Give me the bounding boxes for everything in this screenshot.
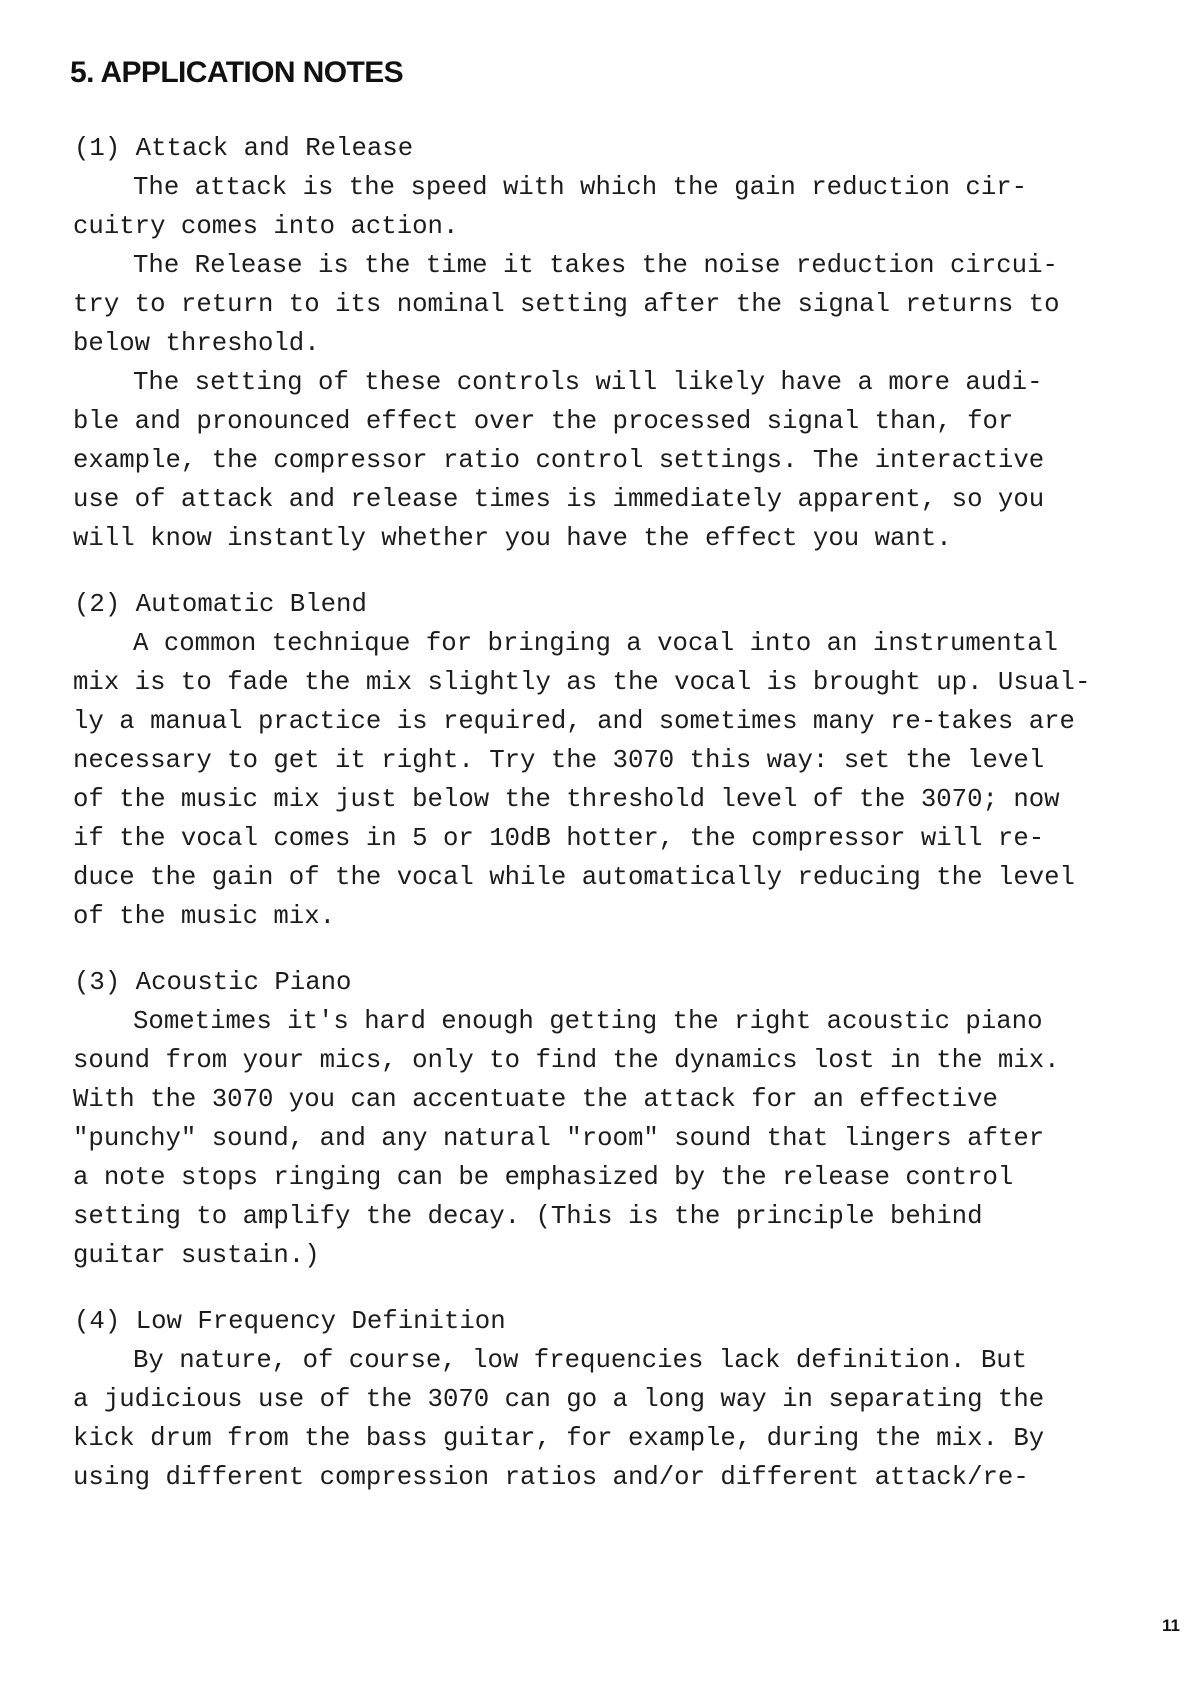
section-automatic-blend bbox=[73, 585, 1133, 936]
paragraph-line: A common technique for bringing a vocal into an instrumental bbox=[133, 629, 1058, 658]
page-number: 11 bbox=[1162, 1616, 1180, 1635]
section-heading: (1) Attack and Release bbox=[74, 134, 414, 163]
paragraph-line: try to return to its nominal setting after the signal returns to bbox=[73, 290, 1060, 319]
paragraph-line: necessary to get it right. Try the 3070 this way: set the level bbox=[73, 746, 1045, 775]
paragraph-line: Sometimes it's hard enough getting the right acoustic piano bbox=[133, 1007, 1043, 1036]
paragraph-line: The Release is the time it takes the noise reduction circui- bbox=[133, 251, 1058, 280]
paragraph-line: The setting of these controls will likely have a more audi- bbox=[133, 368, 1043, 397]
paragraph-line: duce the gain of the vocal while automatically reducing the level bbox=[73, 863, 1075, 892]
paragraph-line: a note stops ringing can be emphasized by the release control bbox=[73, 1163, 1014, 1192]
paragraph-line: kick drum from the bass guitar, for example, during the mix. By bbox=[73, 1424, 1045, 1453]
paragraph-line: guitar sustain.) bbox=[73, 1241, 320, 1270]
section-heading: (3) Acoustic Piano bbox=[74, 968, 352, 997]
section-heading: (2) Automatic Blend bbox=[74, 590, 367, 619]
paragraph-line: sound from your mics, only to find the dynamics lost in the mix. bbox=[73, 1046, 1060, 1075]
paragraph-line: if the vocal comes in 5 or 10dB hotter, the compressor will re- bbox=[73, 824, 1045, 853]
paragraph-line: With the 3070 you can accentuate the attack for an effective bbox=[73, 1085, 998, 1114]
section-acoustic-piano bbox=[73, 963, 1133, 1275]
paragraph-line: using different compression ratios and/or different attack/re- bbox=[73, 1463, 1029, 1492]
paragraph-line: "punchy" sound, and any natural "room" sound that lingers after bbox=[73, 1124, 1045, 1153]
paragraph-line: ble and pronounced effect over the processed signal than, for bbox=[73, 407, 1014, 436]
section-heading: (4) Low Frequency Definition bbox=[74, 1307, 506, 1336]
paragraph-line: The attack is the speed with which the gain reduction cir- bbox=[133, 173, 1028, 202]
paragraph-line: of the music mix. bbox=[73, 902, 336, 931]
paragraph-line: use of attack and release times is immediately apparent, so you bbox=[73, 485, 1045, 514]
paragraph-line: By nature, of course, low frequencies lack definition. But bbox=[133, 1346, 1028, 1375]
paragraph-line: ly a manual practice is required, and sometimes many re-takes are bbox=[73, 707, 1075, 736]
paragraph-line: of the music mix just below the threshold level of the 3070; now bbox=[73, 785, 1060, 814]
paragraph-line: will know instantly whether you have the effect you want. bbox=[73, 524, 952, 553]
paragraph-line: mix is to fade the mix slightly as the vocal is brought up. Usual- bbox=[73, 668, 1091, 697]
section-low-frequency-definition bbox=[73, 1302, 1133, 1497]
page-title: 5. APPLICATION NOTES bbox=[70, 56, 404, 89]
section-attack-release bbox=[73, 129, 1133, 558]
paragraph-line: a judicious use of the 3070 can go a long way in separating the bbox=[73, 1385, 1045, 1414]
paragraph-line: below threshold. bbox=[73, 329, 320, 358]
paragraph-line: example, the compressor ratio control settings. The interactive bbox=[73, 446, 1045, 475]
paragraph-line: cuitry comes into action. bbox=[73, 212, 459, 241]
paragraph-line: setting to amplify the decay. (This is the principle behind bbox=[73, 1202, 983, 1231]
